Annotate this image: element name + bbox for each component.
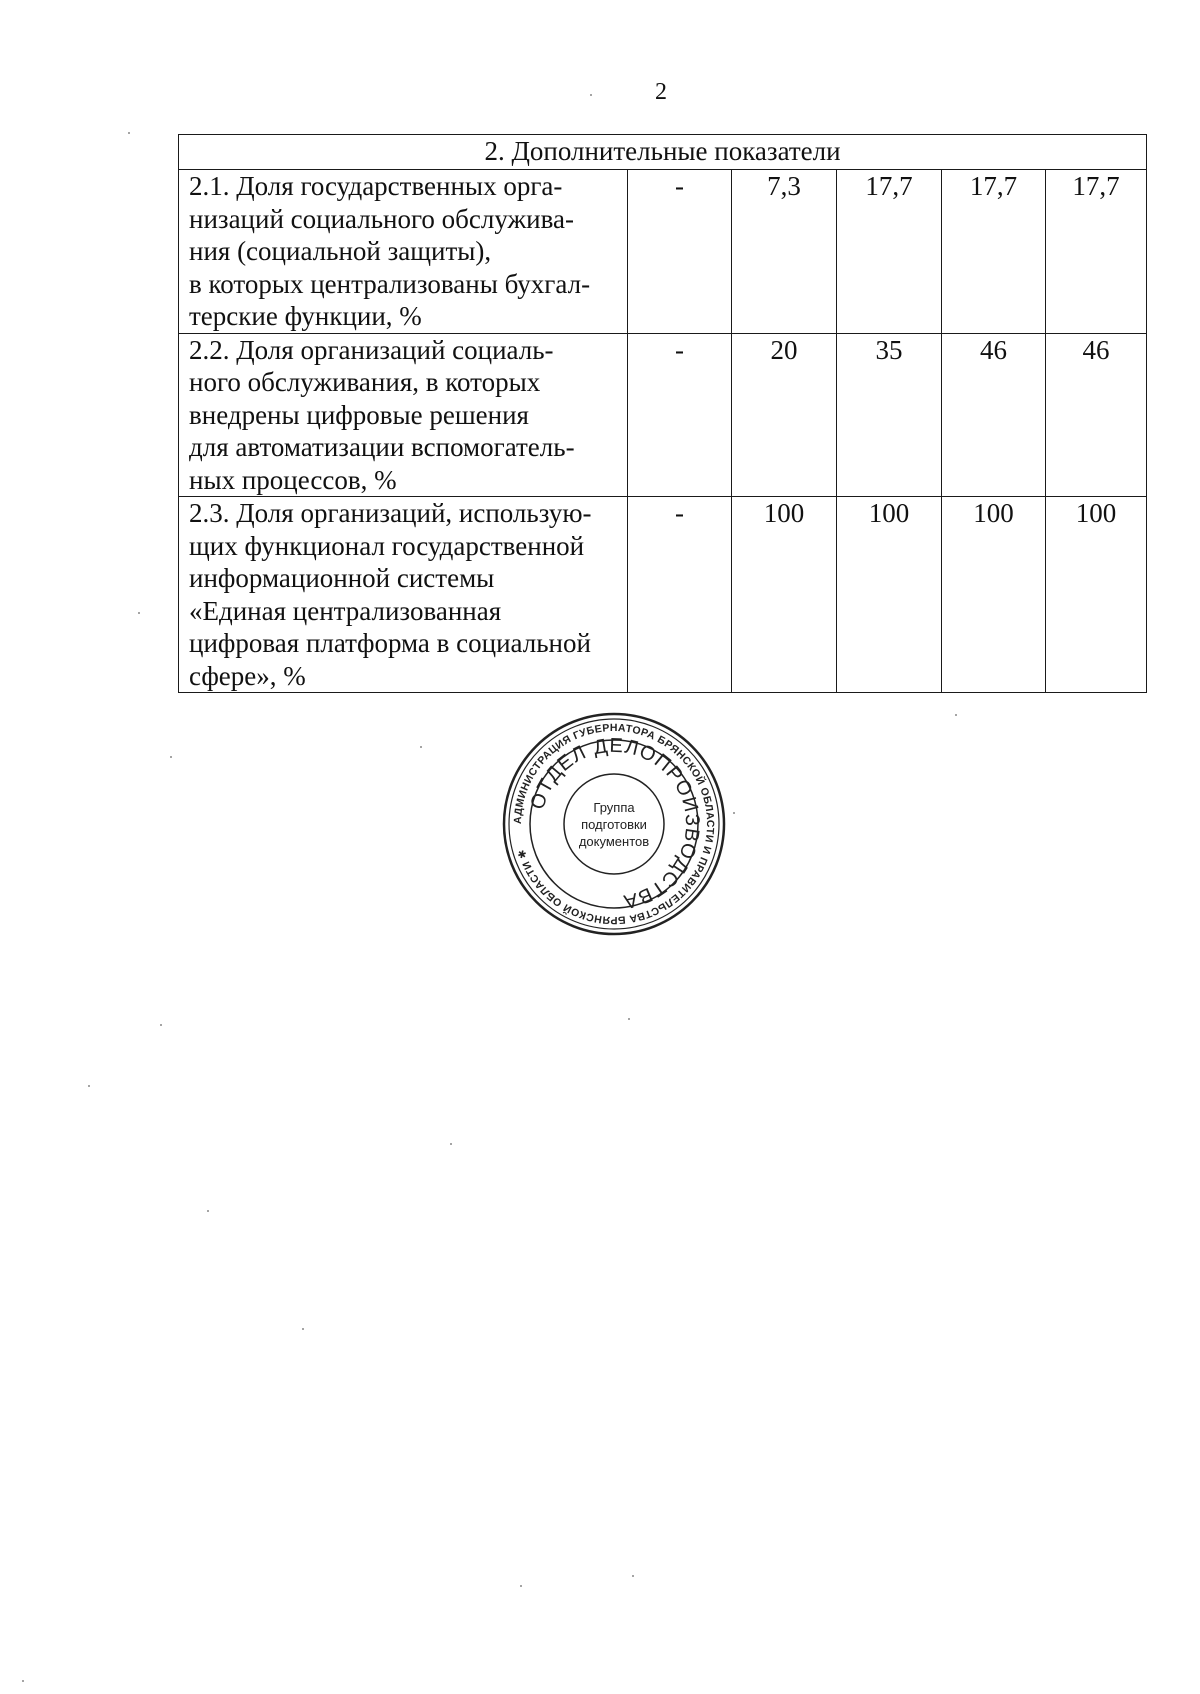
indicator-name-line: для автоматизации вспомогатель- bbox=[189, 432, 575, 462]
indicator-value-cell bbox=[732, 333, 837, 497]
indicator-value: 100 bbox=[763, 498, 805, 528]
indicator-name-line: информационной системы bbox=[189, 563, 495, 593]
indicator-name-line: цифровая платформа в социальной bbox=[189, 628, 591, 658]
scan-speck bbox=[632, 1575, 634, 1577]
scan-speck bbox=[170, 756, 172, 758]
indicator-value-cell bbox=[837, 170, 942, 334]
indicator-row bbox=[179, 497, 1147, 693]
indicator-name-line: щих функционал государственной bbox=[189, 530, 585, 561]
indicator-value: 46 bbox=[980, 334, 1007, 365]
scan-speck bbox=[590, 94, 592, 96]
stamp-middle-ring-text: ОТДЕЛ ДЕЛОПРОИЗВОДСТВА bbox=[526, 734, 704, 913]
scan-speck bbox=[733, 812, 735, 814]
indicator-value: 46 bbox=[1082, 334, 1110, 365]
scan-speck bbox=[207, 1210, 209, 1212]
indicator-name-line: терские функции, % bbox=[189, 301, 422, 331]
indicator-row bbox=[179, 333, 1147, 497]
scan-speck bbox=[160, 1024, 162, 1026]
indicator-row bbox=[179, 170, 1147, 334]
scan-speck bbox=[302, 1328, 304, 1330]
scan-speck bbox=[955, 714, 957, 716]
scan-speck bbox=[450, 1143, 452, 1145]
indicator-value-cell bbox=[628, 333, 732, 497]
indicator-name bbox=[179, 333, 628, 497]
scan-speck bbox=[128, 132, 130, 134]
stamp-center-line-2: подготовки bbox=[581, 817, 647, 832]
stamp-outer-ring-text: АДМИНИСТРАЦИЯ ГУБЕРНАТОРА БРЯНСКОЙ ОБЛАСТИ И ПРАВИТЕЛЬСТВА БРЯНСКОЙ ОБЛАСТИ ✱ bbox=[511, 721, 717, 927]
stamp-center-line-1: Группа bbox=[593, 800, 635, 815]
indicator-name bbox=[179, 170, 628, 334]
indicator-name-line: низаций социального обслужива- bbox=[189, 203, 574, 234]
indicator-value-cell bbox=[837, 497, 942, 693]
indicator-value: 35 bbox=[875, 334, 903, 365]
indicator-value-cell bbox=[837, 333, 942, 497]
indicator-name-line: сфере», % bbox=[189, 660, 306, 691]
indicator-value-cell bbox=[942, 497, 1046, 693]
section-header: 2. Дополнительные показатели bbox=[179, 135, 1147, 170]
section-header-row bbox=[179, 135, 1147, 170]
indicator-value: 17,7 bbox=[1072, 171, 1120, 201]
indicator-name-line: в которых централизованы бухгал- bbox=[189, 268, 591, 299]
indicator-value: - bbox=[675, 498, 684, 528]
indicator-value: 100 bbox=[973, 498, 1014, 528]
indicator-value-cell bbox=[1046, 170, 1147, 334]
indicator-value-cell bbox=[1046, 497, 1147, 693]
indicator-name-line: ных процессов, % bbox=[189, 464, 397, 495]
indicators-table bbox=[178, 134, 1147, 693]
scan-speck bbox=[520, 1585, 522, 1587]
indicator-value-cell bbox=[732, 497, 837, 693]
scan-speck bbox=[420, 746, 422, 748]
scan-speck bbox=[22, 1680, 24, 1682]
indicator-value: 20 bbox=[770, 334, 798, 365]
indicator-value: 17,7 bbox=[865, 171, 913, 201]
indicator-value-cell bbox=[942, 333, 1046, 497]
indicator-name-line: внедрены цифровые решения bbox=[189, 399, 529, 430]
indicator-value: - bbox=[675, 334, 684, 365]
indicator-value-cell bbox=[628, 497, 732, 693]
indicator-value: 7,3 bbox=[767, 171, 801, 201]
indicator-name-line: 2.3. Доля организаций, использую- bbox=[189, 498, 592, 528]
scan-speck bbox=[138, 612, 140, 614]
official-stamp bbox=[502, 712, 726, 936]
indicator-name-line: 2.1. Доля государственных орга- bbox=[189, 171, 563, 201]
indicator-value-cell bbox=[628, 170, 732, 334]
indicator-value-cell bbox=[1046, 333, 1147, 497]
scan-speck bbox=[628, 1018, 630, 1020]
indicator-value-cell bbox=[942, 170, 1046, 334]
indicator-name bbox=[179, 497, 628, 693]
page-number: 2 bbox=[655, 79, 667, 105]
indicator-name-line: 2.2. Доля организаций социаль- bbox=[189, 334, 554, 365]
indicator-value: 17,7 bbox=[969, 171, 1018, 201]
indicator-name-line: ния (социальной защиты), bbox=[189, 236, 492, 266]
scan-speck bbox=[88, 1085, 90, 1087]
indicator-value: 100 bbox=[868, 498, 910, 528]
indicator-value: 100 bbox=[1075, 498, 1117, 528]
indicator-name-line: «Единая централизованная bbox=[189, 595, 502, 626]
indicator-value: - bbox=[675, 171, 684, 201]
stamp-center-line-3: документов bbox=[578, 834, 650, 849]
indicator-value-cell bbox=[732, 170, 837, 334]
indicator-name-line: ного обслуживания, в которых bbox=[189, 367, 541, 397]
